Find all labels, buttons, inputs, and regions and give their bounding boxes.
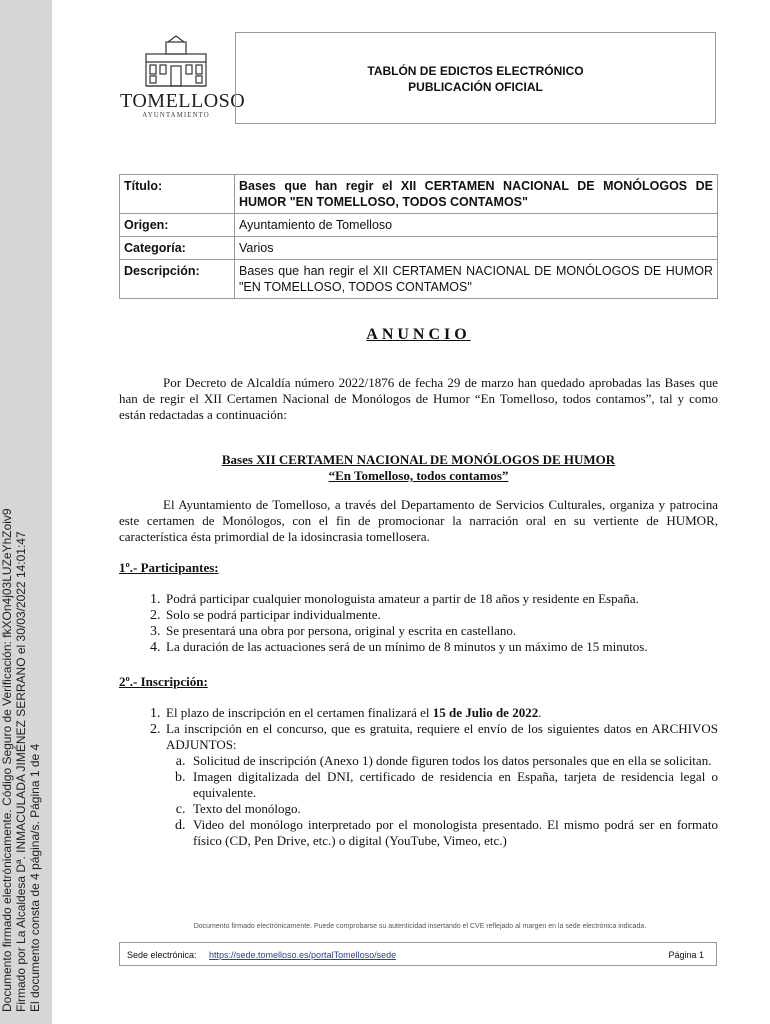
categoria-value: Varios	[235, 237, 718, 260]
titulo-label: Título:	[120, 175, 235, 214]
categoria-label: Categoría:	[120, 237, 235, 260]
list-item: 4. La duración de las actuaciones será de un mínimo de 8 minutos y un máximo de 15 minutos.	[164, 639, 718, 655]
footer-box	[119, 942, 717, 966]
page-number: Página 1	[668, 950, 704, 960]
list-item: d. Video del monólogo interpretado por el monologista presentado. El mismo podrá ser en formato físico (CD, Pen Drive, etc.) o digital (YouTube, Vimeo, etc.)	[189, 817, 718, 849]
bases-title-line-2: “En Tomelloso, todos contamos”	[328, 468, 509, 483]
signature-text	[0, 492, 42, 1012]
deadline-date: 15 de Julio de 2022	[432, 705, 539, 720]
list-item: 1. Podrá participar cualquier monologuista amateur a partir de 18 años y residente en España.	[164, 591, 718, 607]
meta-row-categoria	[120, 237, 718, 260]
inscripcion-requirements: 2. La inscripción en el concurso, que es gratuita, requiere el envío de los siguientes datos en ARCHIVOS ADJUNTOS:	[166, 721, 718, 752]
logo-subtitle: AYUNTAMIENTO	[142, 111, 210, 119]
list-item: a. Solicitud de inscripción (Anexo 1) donde figuren todos los datos personales que en ella se solicitan.	[189, 753, 718, 769]
signature-sidebar	[0, 0, 52, 1024]
town-hall-icon	[144, 34, 208, 88]
meta-row-titulo	[120, 175, 718, 214]
list-item: 2. Solo se podrá participar individualmente.	[164, 607, 718, 623]
participantes-list	[119, 591, 718, 655]
header-line-2: PUBLICACIÓN OFICIAL	[408, 80, 543, 94]
inscripcion-list-wrap	[119, 705, 718, 849]
descripcion-label: Descripción:	[120, 260, 235, 299]
section-inscripcion-title: 2º.- Inscripción:	[119, 674, 208, 689]
deadline-text: El plazo de inscripción en el certamen finalizará el	[166, 705, 433, 720]
sede-link[interactable]: https://sede.tomelloso.es/portalTomelloso/sede	[209, 950, 397, 960]
list-item	[164, 721, 718, 849]
header-box	[235, 32, 716, 124]
sede-label: Sede electrónica:	[127, 950, 197, 960]
deadline-end: .	[538, 705, 542, 720]
origen-label: Origen:	[120, 214, 235, 237]
tomelloso-logo	[120, 34, 246, 122]
list-item	[164, 705, 718, 721]
list-item: 3. Se presentará una obra por persona, original y escrita en castellano.	[164, 623, 718, 639]
participantes-list-wrap	[119, 591, 718, 655]
signature-line-1: Documento firmado electrónicamente. Código Seguro de Verificación: fkXOn4j03LUZeYhZoiv9	[0, 508, 14, 1012]
logo-name: TOMELLOSO	[120, 90, 246, 112]
signature-line-2: Firmado por La Alcaldesa Dª. INMACULADA JIMÉNEZ SERRANO el 30/03/2022 14:01:47	[14, 531, 28, 1012]
descripcion-value: Bases que han regir el XII CERTAMEN NACIONAL DE MONÓLOGOS DE HUMOR "EN TOMELLOSO, TODOS CONTAMOS"	[235, 260, 718, 299]
inscripcion-list	[119, 705, 718, 849]
metadata-table	[119, 174, 718, 299]
origen-value: Ayuntamiento de Tomelloso	[235, 214, 718, 237]
organizer-paragraph: El Ayuntamiento de Tomelloso, a través del Departamento de Servicios Culturales, organiza y patrocina este certamen de Monólogos, con el fin de promocionar la narración oral en su vertiente de HUMOR, característica ésta primordial de la idosincrasia tomellosera.	[119, 497, 718, 544]
meta-row-origen	[120, 214, 718, 237]
intro-paragraph: Por Decreto de Alcaldía número 2022/1876 de fecha 29 de marzo han quedado aprobadas las Bases que han de regir el XII Certamen Nacional de Monólogos de Humor “En Tomelloso, todos contamos”, tal y como están redactadas a continuación:	[119, 375, 718, 422]
header-line-1: TABLÓN DE EDICTOS ELECTRÓNICO	[367, 64, 584, 78]
footer-note: Documento firmado electrónicamente. Puede comprobarse su autenticidad insertando el CVE reflejado al margen en la sede electrónica indicada.	[193, 923, 647, 930]
signature-line-3: El documento consta de 4 página/s. Página 1 de 4	[28, 743, 42, 1012]
attachments-list	[166, 753, 718, 849]
meta-row-descripcion	[120, 260, 718, 299]
section-participantes-title: 1º.- Participantes:	[119, 560, 219, 575]
titulo-value: Bases que han regir el XII CERTAMEN NACIONAL DE MONÓLOGOS DE HUMOR "EN TOMELLOSO, TODOS CONTAMOS"	[235, 175, 718, 214]
anuncio-heading: ANUNCIO	[366, 326, 471, 343]
bases-title-line-1: Bases XII CERTAMEN NACIONAL DE MONÓLOGOS DE HUMOR	[221, 452, 616, 467]
list-item: b. Imagen digitalizada del DNI, certificado de residencia en España, tarjeta de residencia legal o equivalente.	[189, 769, 718, 801]
list-item: c. Texto del monólogo.	[189, 801, 718, 817]
bases-title	[119, 452, 718, 484]
